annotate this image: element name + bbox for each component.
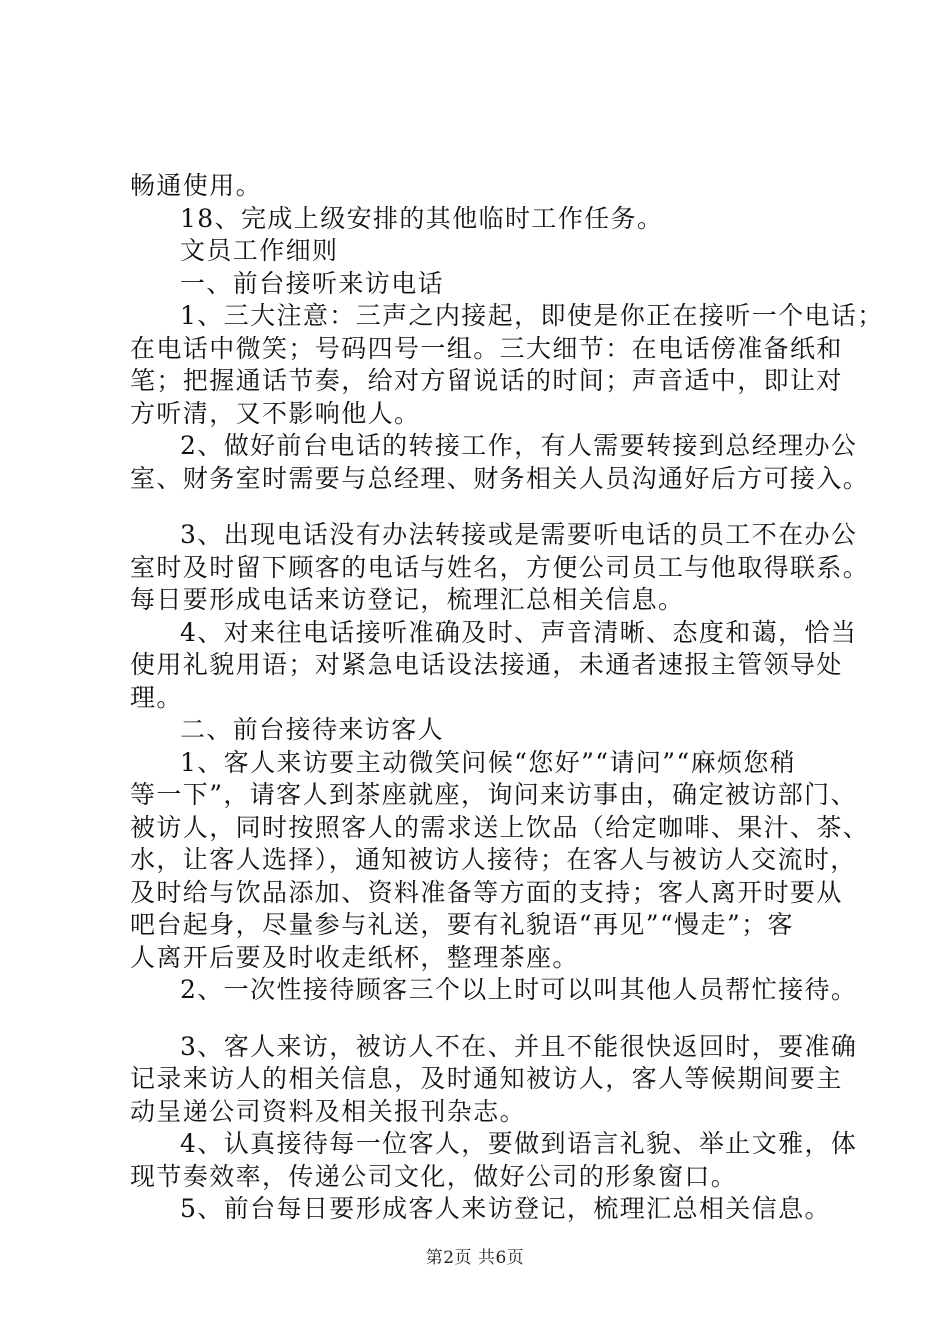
text-line: 5、前台每日要形成客人来访登记，梳理汇总相关信息。 (180, 1194, 831, 1223)
text-line: 每日要形成电话来访登记，梳理汇总相关信息。 (130, 585, 685, 614)
text-line: 动呈递公司资料及相关报刊杂志。 (130, 1096, 527, 1126)
text-line: 等一下”，请客人到茶座就座，询问来访事由，确定被访部门、 (130, 780, 857, 809)
text-line: 4、对来往电话接听准确及时、声音清晰、态度和蔼，恰当 (180, 617, 858, 647)
text-line: 使用礼貌用语；对紧急电话设法接通，未通者速报主管领导处 (130, 650, 843, 679)
text-line: 理。 (130, 682, 183, 712)
text-line: 记录来访人的相关信息，及时通知被访人，客人等候期间要主 (130, 1064, 843, 1093)
text-line: 在电话中微笑；号码四号一组。三大细节：在电话傍准备纸和 (130, 333, 843, 363)
text-line: 3、出现电话没有办法转接或是需要听电话的员工不在办公 (180, 520, 858, 549)
section-heading: 文员工作细则 (180, 236, 339, 265)
text-line: 现节奏效率，传递公司文化，做好公司的形象窗口。 (130, 1161, 738, 1191)
text-line: 吧台起身，尽量参与礼送，要有礼貌语“再见”“慢走”；客 (130, 910, 794, 939)
page-footer: 第2页 共6页 (425, 1248, 525, 1268)
text-line: 被访人，同时按照客人的需求送上饮品（给定咖啡、果汁、茶、 (130, 812, 870, 842)
text-line: 1、客人来访要主动微笑问候“您好”“请问”“麻烦您稍 (180, 747, 797, 777)
text-line: 4、认真接待每一位客人，要做到语言礼貌、举止文雅，体 (180, 1129, 858, 1158)
text-line: 18、完成上级安排的其他临时工作任务。 (180, 203, 664, 233)
text-line: 人离开后要及时收走纸杯，整理茶座。 (130, 942, 579, 972)
paragraph-gap (130, 495, 842, 519)
text-line: 及时给与饮品添加、资料准备等方面的支持；客人离开时要从 (130, 877, 843, 907)
text-line: 2、做好前台电话的转接工作，有人需要转接到总经理办公 (180, 431, 858, 460)
text-line: 室、财务室时需要与总经理、财务相关人员沟通好后方可接入。 (130, 463, 870, 493)
text-line: 3、客人来访，被访人不在、并且不能很快返回时，要准确 (180, 1031, 858, 1061)
text-line: 1、三大注意：三声之内接起，即使是你正在接听一个电话； (180, 301, 884, 330)
text-line: 水，让客人选择），通知被访人接待；在客人与被访人交流时， (130, 845, 857, 874)
paragraph-gap (130, 1007, 842, 1031)
text-line: 方听清，又不影响他人。 (130, 398, 421, 428)
text-line: 畅通使用。 (130, 171, 263, 200)
text-line: 2、一次性接待顾客三个以上时可以叫其他人员帮忙接待。 (180, 975, 858, 1004)
document-body (130, 170, 884, 1226)
section-heading: 一、前台接听来访电话 (180, 268, 445, 298)
text-line: 室时及时留下顾客的电话与姓名，方便公司员工与他取得联系。 (130, 552, 870, 582)
section-heading: 二、前台接待来访客人 (180, 715, 445, 744)
text-line: 笔；把握通话节奏，给对方留说话的时间；声音适中，即让对 (130, 366, 843, 395)
